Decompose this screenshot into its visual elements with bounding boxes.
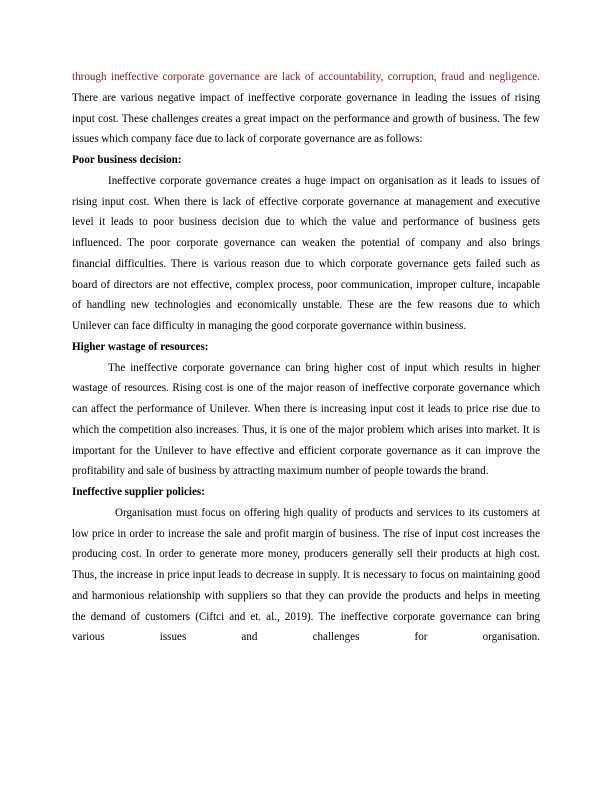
section-heading-ineffective-supplier-policies: Ineffective supplier policies: bbox=[72, 486, 205, 498]
section-heading-poor-business-decision: Poor business decision: bbox=[72, 154, 182, 166]
intro-highlighted-text: through ineffective corporate governance are lack of accountability, corruption, fraud and negligence. bbox=[72, 71, 540, 83]
intro-paragraph bbox=[72, 67, 540, 150]
intro-text: There are various negative impact of ineffective corporate governance in leading the issues of rising input cost. These challenges creates a great impact on the performance and growth of business. The few issues which company face due to lack of corporate governance are as follows: bbox=[72, 91, 540, 146]
section-heading-higher-wastage: Higher wastage of resources: bbox=[72, 340, 209, 353]
section-body-poor-business-decision: Ineffective corporate governance creates a huge impact on organisation as it leads to issues of rising input cost. When there is lack of effective corporate governance at management and executive level it leads to poor business decision due to which the value and performance of business gets influenced. The poor corporate governance can weaken the potential of company and also brings financial difficulties. There is various reason due to which corporate governance gets failed such as board of directors are not effective, complex process, poor communication, improper culture, incapable of handling new technologies and economically unstable. These are the few reasons due to which Unilever can face difficulty in managing the good corporate governance within business. bbox=[72, 174, 540, 332]
section-body-higher-wastage: The ineffective corporate governance can bring higher cost of input which results in higher wastage of resources. Rising cost is one of the major reason of ineffective corporate governance which can affect the performance of Unilever. When there is increasing input cost it leads to price rise due to which the competition also increases. Thus, it is one of the major problem which arises into market. It is important for the Unilever to have effective and efficient corporate governance as it can improve the profitability and sale of business by attracting maximum number of people towards the brand. bbox=[72, 361, 540, 478]
section-body-ineffective-supplier-policies: Organisation must focus on offering high quality of products and services to its customers at low price in order to increase the sale and profit margin of business. The rise of input cost increases the producing cost. In order to generate more money, producers generally sell their products at high cost. Thus, the increase in price input leads to decrease in supply. It is necessary to focus on maintaining good and harmonious relationship with suppliers so that they can provide the products and helps in meeting the demand of customers (Ciftci and et. al., 2019). The ineffective corporate governance can bring various issues and challenges for organisation. bbox=[72, 506, 540, 644]
document-page bbox=[72, 67, 540, 648]
